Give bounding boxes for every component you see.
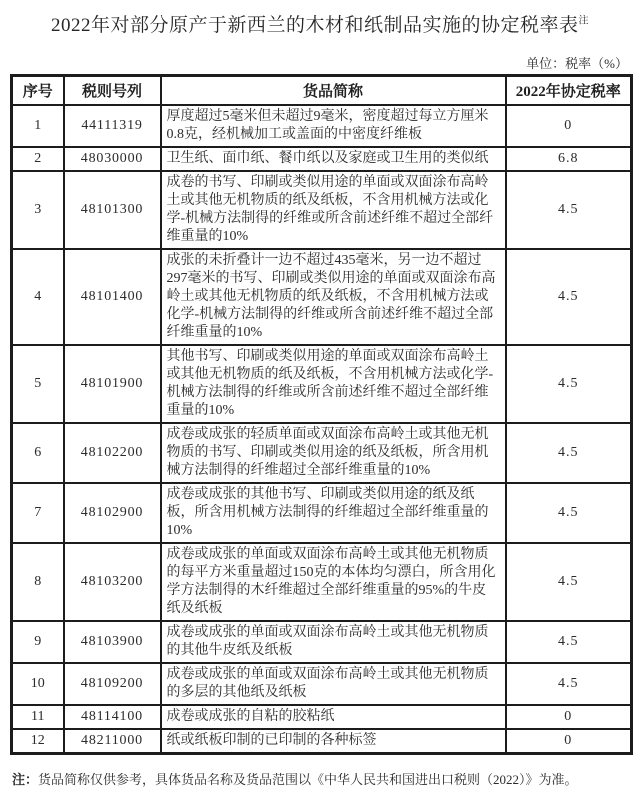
row-desc-cell: 成卷或成张的单面或双面涂布高岭土或其他无机物质的每平方米重量超过150克的本体均匀漂白，所含用化学方法制得的木纤维超过全部纤维重量的95%的牛皮纸及纸板	[161, 543, 506, 621]
row-code-cell: 48103900	[64, 621, 161, 663]
unit-label: 单位：税率（%）	[526, 56, 628, 71]
row-desc-cell: 成卷或成张的单面或双面涂布高岭土或其他无机物质的其他牛皮纸及纸板	[161, 621, 506, 663]
table-row	[12, 543, 632, 621]
row-seq-cell: 2	[12, 147, 64, 171]
table-row	[12, 249, 632, 345]
column-header-desc: 货品简称	[161, 76, 506, 106]
row-code-cell: 48211000	[64, 729, 161, 754]
row-desc-cell: 成卷或成张的单面或双面涂布高岭土或其他无机物质的多层的其他纸及纸板	[161, 663, 506, 705]
row-code-cell: 48102200	[64, 423, 161, 483]
row-rate-cell: 4.5	[506, 423, 632, 483]
table-row	[12, 483, 632, 543]
row-code-cell: 48101400	[64, 249, 161, 345]
row-code-cell: 48103200	[64, 543, 161, 621]
row-code-cell: 48101900	[64, 345, 161, 423]
row-rate-cell: 4.5	[506, 171, 632, 249]
table-row	[12, 147, 632, 171]
column-header-rate: 2022年协定税率	[506, 76, 632, 106]
row-rate-cell: 6.8	[506, 147, 632, 171]
row-rate-cell: 4.5	[506, 621, 632, 663]
row-code-cell: 48101300	[64, 171, 161, 249]
row-rate-cell: 0	[506, 105, 632, 147]
row-desc-cell: 成卷或成张的其他书写、印刷或类似用途的纸及纸板，所含用机械方法制得的纤维超过全部纤维重量的10%	[161, 483, 506, 543]
row-desc-cell: 成张的未折叠计一边不超过435毫米，另一边不超过297毫米的书写、印刷或类似用途的单面或双面涂布高岭土或其他无机物质的纸及纸板，不含用机械方法或化学-机械方法制得的纤维或所含前述纤维不超过全部纤维重量的10%	[161, 249, 506, 345]
row-code-cell: 48109200	[64, 663, 161, 705]
tariff-table	[10, 74, 633, 755]
row-code-cell: 48030000	[64, 147, 161, 171]
row-rate-cell: 4.5	[506, 249, 632, 345]
table-row	[12, 105, 632, 147]
row-rate-cell: 4.5	[506, 345, 632, 423]
row-seq-cell: 4	[12, 249, 64, 345]
row-desc-cell: 成卷或成张的自粘的胶粘纸	[161, 705, 506, 729]
row-desc-cell: 卫生纸、面巾纸、餐巾纸以及家庭或卫生用的类似纸	[161, 147, 506, 171]
row-desc-cell: 其他书写、印刷或类似用途的单面或双面涂布高岭土或其他无机物质的纸及纸板，不含用机械方法或化学-机械方法制得的纤维或所含前述纤维不超过全部纤维重量的10%	[161, 345, 506, 423]
table-row	[12, 621, 632, 663]
table-row	[12, 705, 632, 729]
row-seq-cell: 8	[12, 543, 64, 621]
footnote-prefix: 注：	[12, 772, 39, 787]
row-code-cell: 48102900	[64, 483, 161, 543]
column-header-code: 税则号列	[64, 76, 161, 106]
row-desc-cell: 成卷或成张的轻质单面或双面涂布高岭土或其他无机物质的书写、印刷或类似用途的纸及纸板，所含用机械方法制得的纤维超过全部纤维重量的10%	[161, 423, 506, 483]
row-seq-cell: 3	[12, 171, 64, 249]
row-seq-cell: 10	[12, 663, 64, 705]
row-code-cell: 44111319	[64, 105, 161, 147]
page-title	[10, 10, 630, 37]
row-seq-cell: 9	[12, 621, 64, 663]
row-desc-cell: 纸或纸板印制的已印制的各种标签	[161, 729, 506, 754]
row-rate-cell: 4.5	[506, 663, 632, 705]
row-desc-cell: 成卷的书写、印刷或类似用途的单面或双面涂布高岭土或其他无机物质的纸及纸板，不含用机械方法或化学-机械方法制得的纤维或所含前述纤维不超过全部纤维重量的10%	[161, 171, 506, 249]
row-rate-cell: 0	[506, 729, 632, 754]
row-rate-cell: 0	[506, 705, 632, 729]
row-seq-cell: 1	[12, 105, 64, 147]
tariff-table-body	[12, 105, 632, 754]
row-rate-cell: 4.5	[506, 543, 632, 621]
title-footnote-marker: 注	[578, 15, 589, 27]
row-code-cell: 48114100	[64, 705, 161, 729]
column-header-seq: 序号	[12, 76, 64, 106]
row-seq-cell: 5	[12, 345, 64, 423]
table-row	[12, 423, 632, 483]
table-row	[12, 345, 632, 423]
row-seq-cell: 11	[12, 705, 64, 729]
row-seq-cell: 6	[12, 423, 64, 483]
table-row	[12, 171, 632, 249]
footnote-text: 货品简称仅供参考，具体货品名称及货品范围以《中华人民共和国进出口税则（2022）》为准。	[38, 772, 578, 787]
table-row	[12, 729, 632, 754]
row-seq-cell: 7	[12, 483, 64, 543]
page-title-text: 2022年对部分原产于新西兰的木材和纸制品实施的协定税率表	[50, 15, 579, 36]
table-row	[12, 663, 632, 705]
footnote	[12, 771, 630, 788]
row-desc-cell: 厚度超过5毫米但未超过9毫米，密度超过每立方厘米0.8克，经机械加工或盖面的中密度纤维板	[161, 105, 506, 147]
row-seq-cell: 12	[12, 729, 64, 754]
row-rate-cell: 4.5	[506, 483, 632, 543]
table-header-row	[12, 76, 632, 106]
